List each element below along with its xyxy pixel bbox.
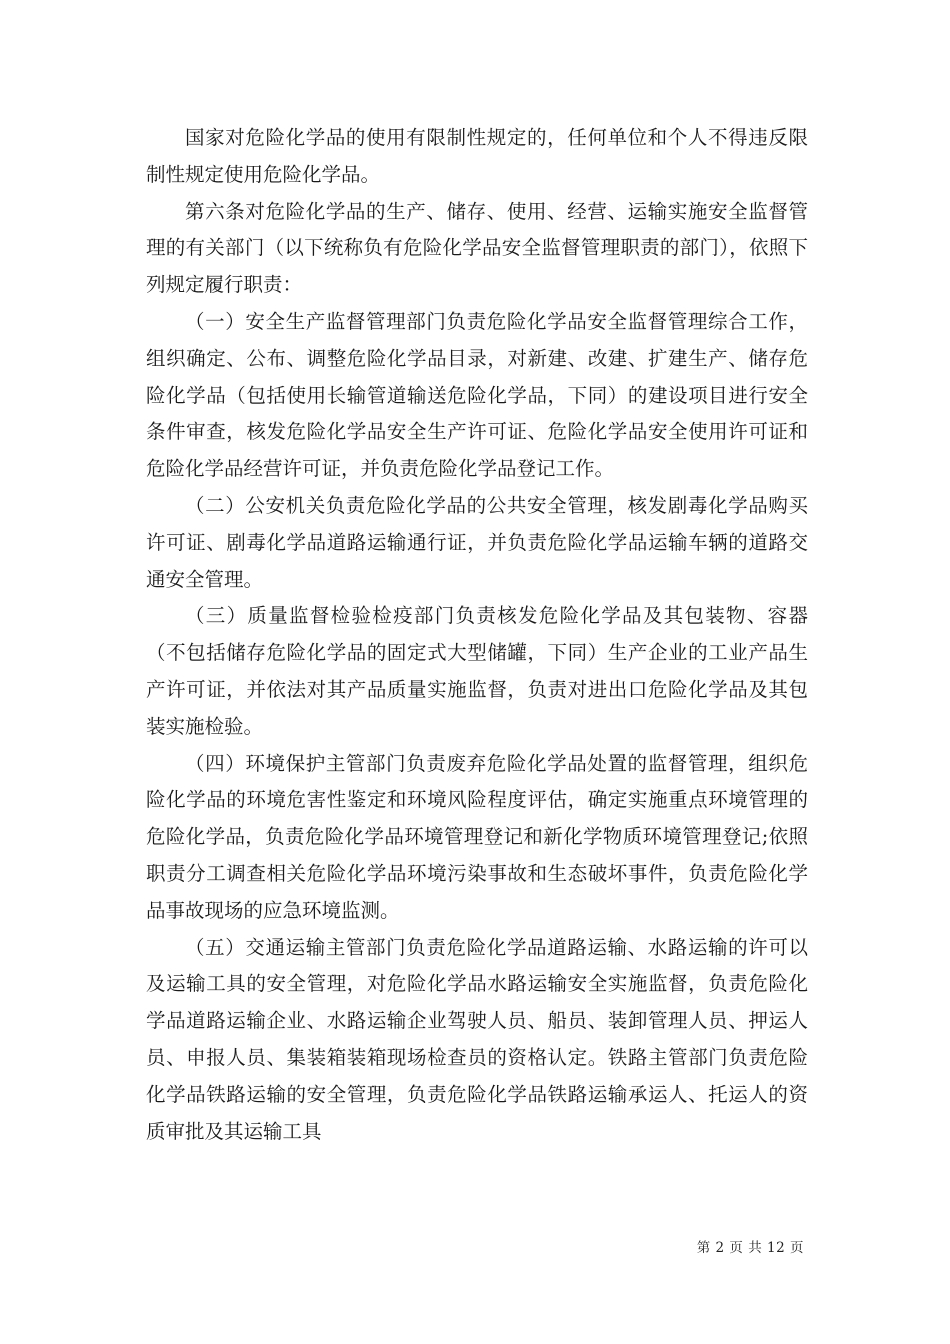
paragraph-item-3: （三）质量监督检验检疫部门负责核发危险化学品及其包装物、容器（不包括储存危险化学品的固定式大型储罐，下同）生产企业的工业产品生产许可证，并依法对其产品质量实施监督，负责对进出口危险化学品及其包装实施检验。: [146, 604, 808, 738]
paragraph-item-1: （一）安全生产监督管理部门负责危险化学品安全监督管理综合工作，组织确定、公布、调整危险化学品目录，对新建、改建、扩建生产、储存危险化学品（包括使用长输管道输送危险化学品，下同）的建设项目进行安全条件审查，核发危险化学品安全生产许可证、危险化学品安全使用许可证和危险化学品经营许可证，并负责危险化学品登记工作。: [146, 309, 808, 481]
paragraph-item-4: （四）环境保护主管部门负责废弃危险化学品处置的监督管理，组织危险化学品的环境危害性鉴定和环境风险程度评估，确定实施重点环境管理的危险化学品，负责危险化学品环境管理登记和新化学物质环境管理登记;依照职责分工调查相关危险化学品环境污染事故和生态破坏事件，负责危险化学品事故现场的应急环境监测。: [146, 751, 808, 922]
document-body: [146, 120, 808, 1150]
paragraph-restriction: 国家对危险化学品的使用有限制性规定的，任何单位和个人不得违反限制性规定使用危险化学品。: [146, 126, 808, 186]
paragraph-item-5: （五）交通运输主管部门负责危险化学品道路运输、水路运输的许可以及运输工具的安全管理，对危险化学品水路运输安全实施监督，负责危险化学品道路运输企业、水路运输企业驾驶人员、船员、装卸管理人员、押运人员、申报人员、集装箱装箱现场检查员的资格认定。铁路主管部门负责危险化学品铁路运输的安全管理，负责危险化学品铁路运输承运人、托运人的资质审批及其运输工具: [146, 935, 808, 1143]
paragraph-item-2: （二）公安机关负责危险化学品的公共安全管理，核发剧毒化学品购买许可证、剧毒化学品道路运输通行证，并负责危险化学品运输车辆的道路交通安全管理。: [146, 493, 808, 591]
paragraph-article-6: 第六条对危险化学品的生产、储存、使用、经营、运输实施安全监督管理的有关部门（以下统称负有危险化学品安全监督管理职责的部门），依照下列规定履行职责：: [146, 199, 808, 297]
page-number-footer: 第 2 页 共 12 页: [696, 1240, 804, 1256]
